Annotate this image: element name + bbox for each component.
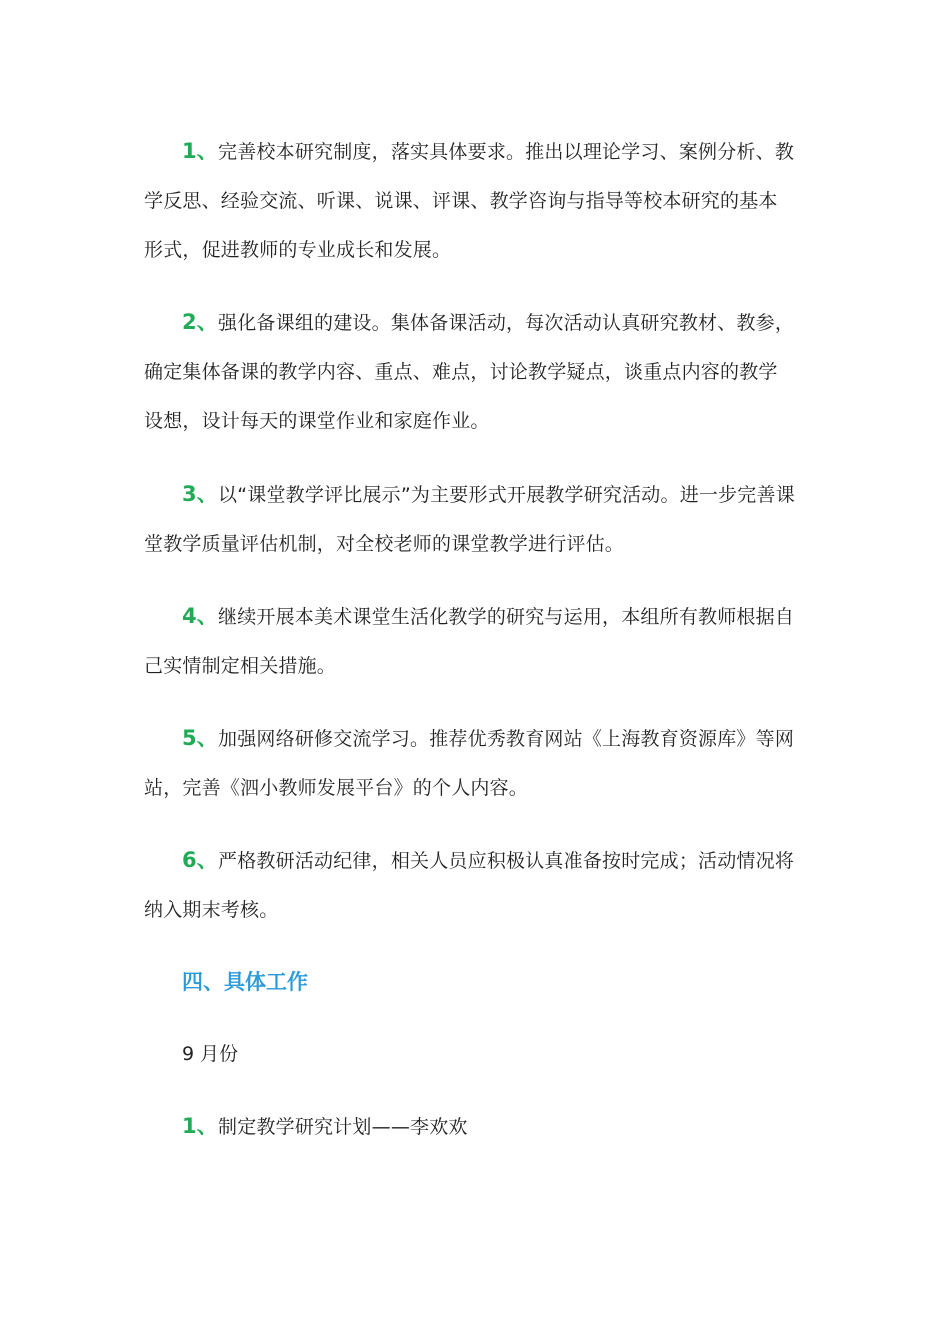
- item-text: 强化备课组的建设。集体备课活动，每次活动认真研究教材、教参，确定集体备课的教学内容、重点、难点，讨论教学疑点，谈重点内容的教学设想，设计每天的课堂作业和家庭作业。: [144, 312, 795, 432]
- paragraph: [144, 127, 796, 275]
- list-item: [144, 836, 796, 935]
- paragraph: [144, 592, 796, 691]
- paragraph: [144, 298, 796, 446]
- item-number: 6、: [182, 848, 219, 872]
- item-text: 制定教学研究计划——李欢欢: [218, 1116, 468, 1138]
- paragraph: [144, 714, 796, 813]
- item-number: 1、: [182, 139, 219, 163]
- item-text: 严格教研活动纪律，相关人员应积极认真准备按时完成；活动情况将纳入期末考核。: [144, 850, 795, 921]
- section-heading: 四、具体工作: [182, 970, 308, 994]
- item-text: 加强网络研修交流学习。推荐优秀教育网站《上海教育资源库》等网站，完善《泗小教师发展平台》的个人内容。: [144, 728, 795, 799]
- list-item: [144, 592, 796, 691]
- item-number: 5、: [182, 726, 219, 750]
- list-item: [144, 470, 796, 569]
- item-number: 4、: [182, 604, 219, 628]
- month-label: 9 月份: [182, 1043, 239, 1065]
- paragraph: [144, 1102, 796, 1152]
- list-item: [144, 714, 796, 813]
- task-item: [144, 1102, 796, 1152]
- paragraph: [144, 470, 796, 569]
- item-text: 以“课堂教学评比展示”为主要形式开展教学研究活动。进一步完善课堂教学质量评估机制，对全校老师的课堂教学进行评估。: [144, 484, 795, 555]
- list-item: [144, 298, 796, 446]
- item-number: 2、: [182, 310, 219, 334]
- item-text: 完善校本研究制度，落实具体要求。推出以理论学习、案例分析、教学反思、经验交流、听课、说课、评课、教学咨询与指导等校本研究的基本形式，促进教师的专业成长和发展。: [144, 141, 795, 261]
- item-text: 继续开展本美术课堂生活化教学的研究与运用，本组所有教师根据自己实情制定相关措施。: [144, 606, 795, 677]
- item-number: 3、: [182, 482, 219, 506]
- list-item: [144, 127, 796, 275]
- paragraph: [144, 836, 796, 935]
- item-number: 1、: [182, 1114, 219, 1138]
